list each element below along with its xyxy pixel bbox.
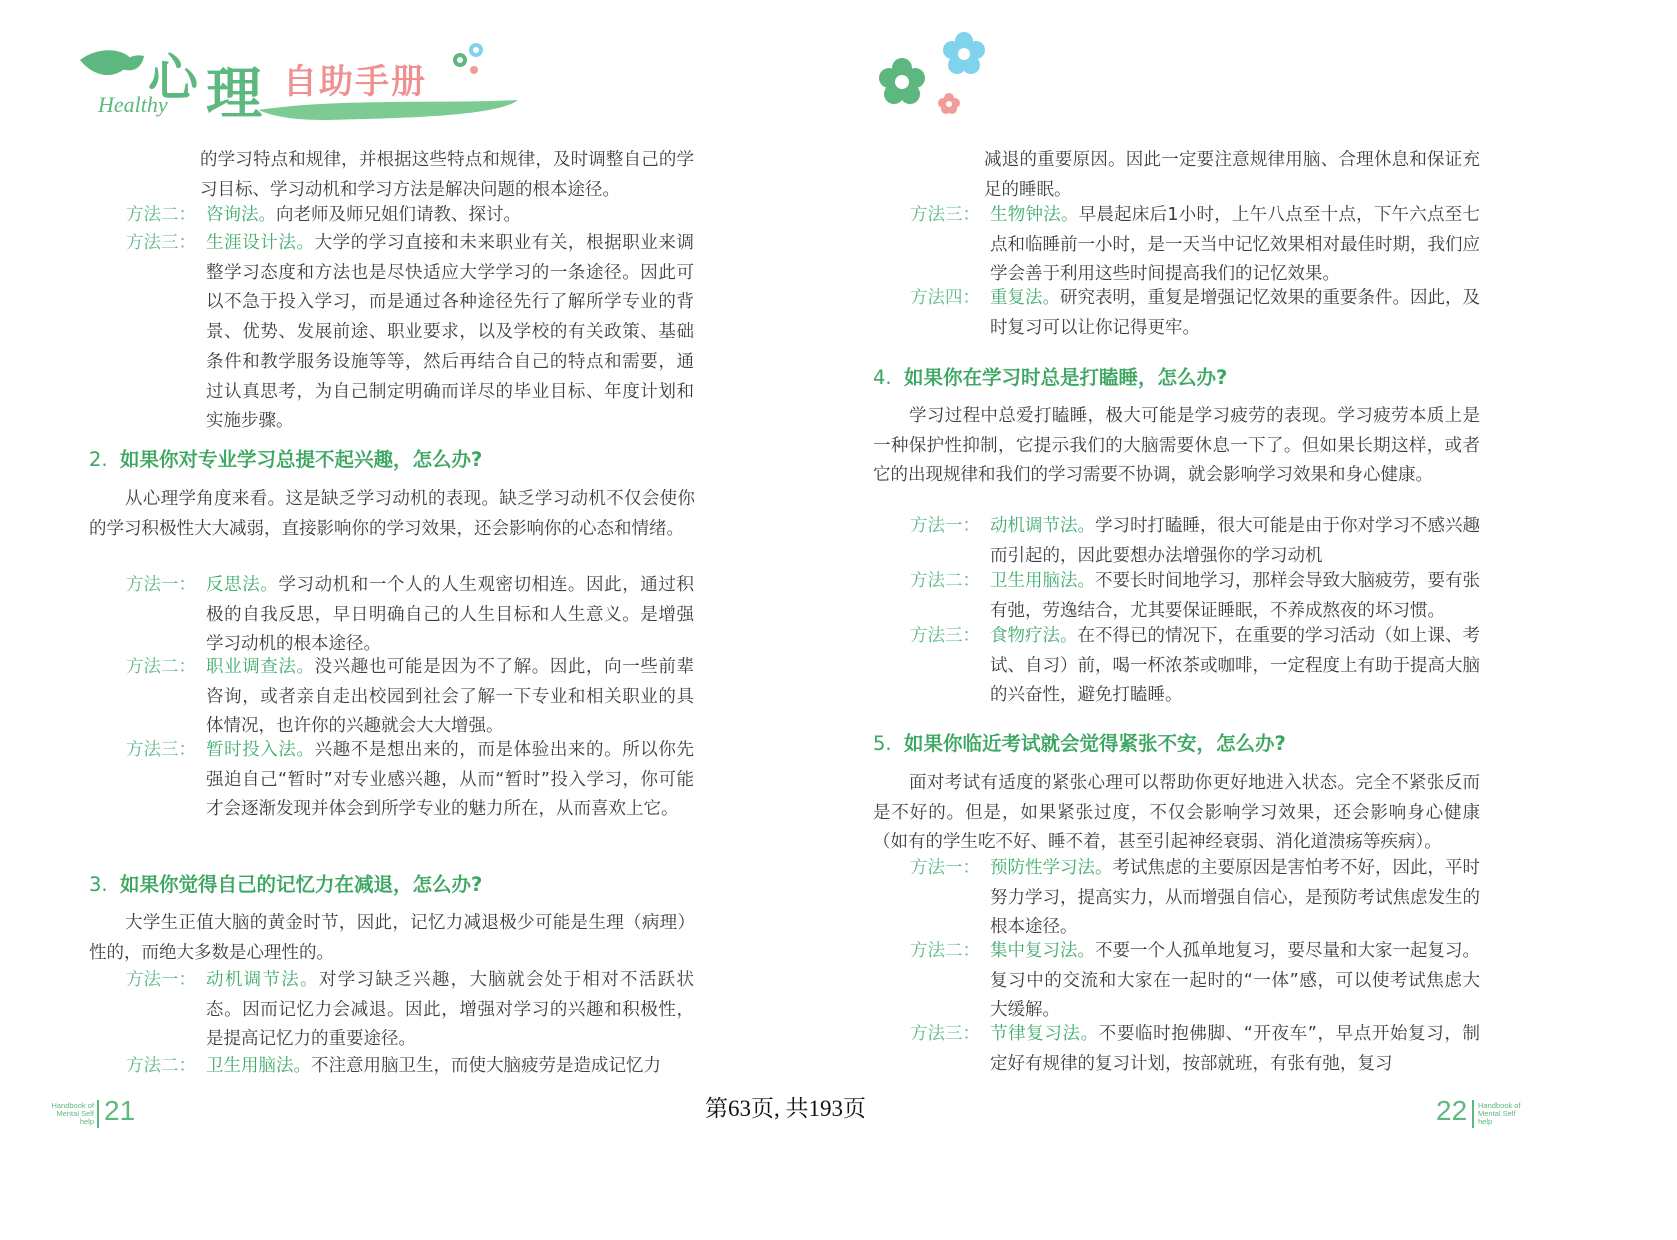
method-text: 学习时打瞌睡，很大可能是由于你对学习不感兴趣而引起的，因此要想办法增强你的学习动机 [990, 516, 1480, 566]
section-number: 2. [89, 448, 108, 471]
method-name: 咨询法。 [206, 205, 276, 225]
method-text: 考试焦虑的主要原因是害怕考不好，因此，平时努力学习，提高实力，从而增强自信心，是预防考试焦虑发生的根本途径。 [990, 858, 1480, 938]
method-text: 不要临时抱佛脚、“开夜车”，早点开始复习，制定好有规律的复习计划，按部就班，有张有弛，复习 [990, 1024, 1480, 1074]
method-name: 食物疗法。 [990, 626, 1078, 646]
method-text: 不要一个人孤单地复习，要尽量和大家一起复习。复习中的交流和大家在一起时的“一体”感，可以使考试焦虑大大缓解。 [990, 941, 1480, 1021]
method-text: 学习动机和一个人的人生观密切相连。因此，通过积极的自我反思，早日明确自己的人生目标和人生意义。是增强学习动机的根本途径。 [206, 575, 695, 655]
method-name: 卫生用脑法。 [990, 571, 1095, 591]
section-3-intro: 大学生正值大脑的黄金时节，因此，记忆力减退极少可能是生理（病理）性的，而绝大多数是心理性的。 [89, 913, 695, 963]
section-title: 如果你在学习时总是打瞌睡， [904, 366, 1158, 389]
logo-script-text: Healthy [98, 92, 168, 117]
logo-char-li: 理 [206, 61, 262, 127]
method-text: 不注意用脑卫生，而使大脑疲劳是造成记忆力 [311, 1056, 661, 1076]
section-2-heading [89, 444, 482, 472]
method-name: 重复法。 [990, 288, 1060, 308]
section-number: 5. [873, 732, 892, 755]
method-rhythmic-review [910, 1020, 1480, 1079]
section-title: 如果你对专业学习总提不起兴趣， [120, 448, 413, 471]
method-temporary-engagement [126, 736, 694, 825]
section-5-intro: 面对考试有适度的紧张心理可以帮助你更好地进入状态。完全不紧张反而是不好的。但是，如果紧张过度，不仅会影响学习效果，还会影响身心健康（如有的学生吃不好、睡不着，甚至引起神经衰弱、消化道溃疡等疾病）。 [873, 773, 1480, 853]
method-label: 方法一： [910, 858, 980, 878]
method-text: 研究表明，重复是增强记忆效果的重要条件。因此，及时复习可以让你记得更牢。 [990, 288, 1480, 338]
method-label: 方法二： [910, 941, 980, 961]
right-page [838, 0, 1677, 1240]
method-label: 方法二： [126, 205, 196, 225]
method-brain-hygiene [126, 1052, 694, 1082]
left-page [0, 0, 838, 1240]
method-name: 节律复习法。 [990, 1024, 1099, 1044]
section-title-suffix: 怎么办? [412, 873, 483, 896]
method-motivation-adjust-2 [910, 512, 1480, 571]
method-label: 方法三： [910, 205, 980, 225]
section-number: 3. [89, 873, 108, 896]
section-2-intro: 从心理学角度来看。这是缺乏学习动机的表现。缺乏学习动机不仅会使你的学习积极性大大减弱，直接影响你的学习效果，还会影响你的心态和情绪。 [89, 489, 695, 539]
flower-icon-pink [938, 93, 960, 114]
method-biological-clock [910, 201, 1480, 290]
section-3-heading [89, 869, 482, 897]
method-name: 生物钟法。 [990, 205, 1079, 225]
method-text: 大学的学习直接和未来职业有关，根据职业来调整学习态度和方法也是尽快适应大学学习的一条途径。因此可以不急于投入学习，而是通过各种途径先行了解所学专业的背景、优势、发展前途、职业要求，以及学校的有关政策、基础条件和教学服务设施等等，然后再结合自己的特点和需要，通过认真思考，为自己制定明确而详尽的毕业目标、年度计划和实施步骤。 [206, 233, 694, 432]
method-text: 向老师及师兄姐们请教、探讨。 [276, 205, 521, 225]
section-title-suffix: 怎么办? [1157, 366, 1228, 389]
method-name: 动机调节法。 [990, 516, 1095, 536]
section-title-suffix: 怎么办? [1216, 732, 1286, 755]
page-number-divider [1472, 1100, 1474, 1128]
flower-icon-pink [470, 66, 478, 74]
section-title: 如果你觉得自己的记忆力在减退， [120, 873, 413, 896]
section-number: 4. [873, 366, 892, 389]
method-brain-hygiene-2 [910, 567, 1480, 626]
method-name: 预防性学习法。 [990, 858, 1113, 878]
method-name: 反思法。 [206, 575, 279, 595]
continued-paragraph: 减退的重要原因。因此一定要注意规律用脑、合理休息和保证充足的睡眠。 [984, 150, 1480, 200]
method-reflection [126, 571, 694, 660]
method-preventive-learning [910, 854, 1480, 943]
intro-continued-paragraph: 的学习特点和规律，并根据这些特点和规律，及时调整自己的学习目标、学习动机和学习方法是解决问题的根本途径。 [200, 150, 694, 200]
method-name: 卫生用脑法。 [206, 1056, 311, 1076]
method-consult [126, 201, 694, 231]
flower-icon-green [879, 58, 925, 104]
page-number-left: 21 [104, 1095, 136, 1126]
swoosh-decoration [258, 100, 518, 120]
logo-char-xin: 心 [148, 48, 198, 107]
method-label: 方法四： [910, 288, 980, 308]
flower-decoration [872, 30, 992, 120]
page-number-right: 22 [1436, 1095, 1468, 1126]
method-group-review [910, 937, 1480, 1026]
method-name: 职业调查法。 [206, 657, 315, 677]
section-4-intro: 学习过程中总爱打瞌睡，极大可能是学习疲劳的表现。学习疲劳本质上是一种保护性抑制，它提示我们的大脑需要休息一下了。但如果长期这样，或者它的出现规律和我们的学习需要不协调，就会影响学习效果和身心健康。 [873, 406, 1480, 486]
method-motivation-adjust [126, 966, 694, 1055]
method-text: 在不得已的情况下，在重要的学习活动（如上课、考试、自习）前，喝一杯浓茶或咖啡，一定程度上有助于提高大脑的兴奋性，避免打瞌睡。 [990, 626, 1480, 706]
method-text: 兴趣不是想出来的，而是体验出来的。所以你先强迫自己“暂时”对专业感兴趣，从而“暂时”投入学习，你可能才会逐渐发现并体会到所学专业的魅力所在，从而喜欢上它。 [206, 740, 694, 820]
section-title-suffix: 怎么办? [412, 448, 483, 471]
handbook-label-right: Handbook of Mental Self help [1478, 1101, 1521, 1126]
method-label: 方法一： [910, 516, 980, 536]
method-text: 不要长时间地学习，那样会导致大脑疲劳，要有张有弛，劳逸结合，尤其要保证睡眠，不养成熬夜的坏习惯。 [990, 571, 1480, 621]
flower-icon-blue [943, 32, 985, 74]
flower-icon-blue [469, 43, 483, 57]
method-label: 方法三： [126, 740, 196, 760]
method-name: 集中复习法。 [990, 941, 1095, 961]
section-5-heading [873, 728, 1286, 756]
method-career-design [126, 229, 694, 437]
method-name: 生涯设计法。 [206, 233, 315, 253]
handbook-logo [78, 38, 528, 128]
method-text: 早晨起床后1小时，上午八点至十点，下午六点至七点和临睡前一小时，是一天当中记忆效果相对最佳时期，我们应学会善于利用这些时间提高我们的记忆效果。 [990, 205, 1481, 285]
method-label: 方法二： [126, 657, 196, 677]
method-label: 方法三： [910, 626, 980, 646]
method-name: 动机调节法。 [206, 970, 319, 990]
page-number-divider [97, 1100, 99, 1128]
page-counter: 第63页, 共193页 [705, 1096, 866, 1121]
flower-icon-green [453, 53, 467, 67]
handbook-label-left: Handbook of Mental Self help [51, 1101, 94, 1126]
method-label: 方法三： [910, 1024, 980, 1044]
method-name: 暂时投入法。 [206, 740, 315, 760]
method-label: 方法二： [910, 571, 980, 591]
method-label: 方法二： [126, 1056, 196, 1076]
logo-banner-text: 自助手册 [283, 62, 427, 102]
method-label: 方法三： [126, 233, 196, 253]
method-career-survey [126, 653, 694, 742]
method-repetition [910, 284, 1480, 343]
section-title: 如果你临近考试就会觉得紧张不安， [904, 732, 1217, 755]
method-text: 没兴趣也可能是因为不了解。因此，向一些前辈咨询，或者亲自走出校园到社会了解一下专业和相关职业的具体情况，也许你的兴趣就会大大增强。 [206, 657, 694, 737]
section-4-heading [873, 362, 1227, 390]
method-label: 方法一： [126, 970, 196, 990]
method-text: 对学习缺乏兴趣，大脑就会处于相对不活跃状态。因而记忆力会减退。因此，增强对学习的兴趣和积极性，是提高记忆力的重要途径。 [206, 970, 695, 1050]
method-food-therapy [910, 622, 1480, 711]
method-label: 方法一： [126, 575, 196, 595]
